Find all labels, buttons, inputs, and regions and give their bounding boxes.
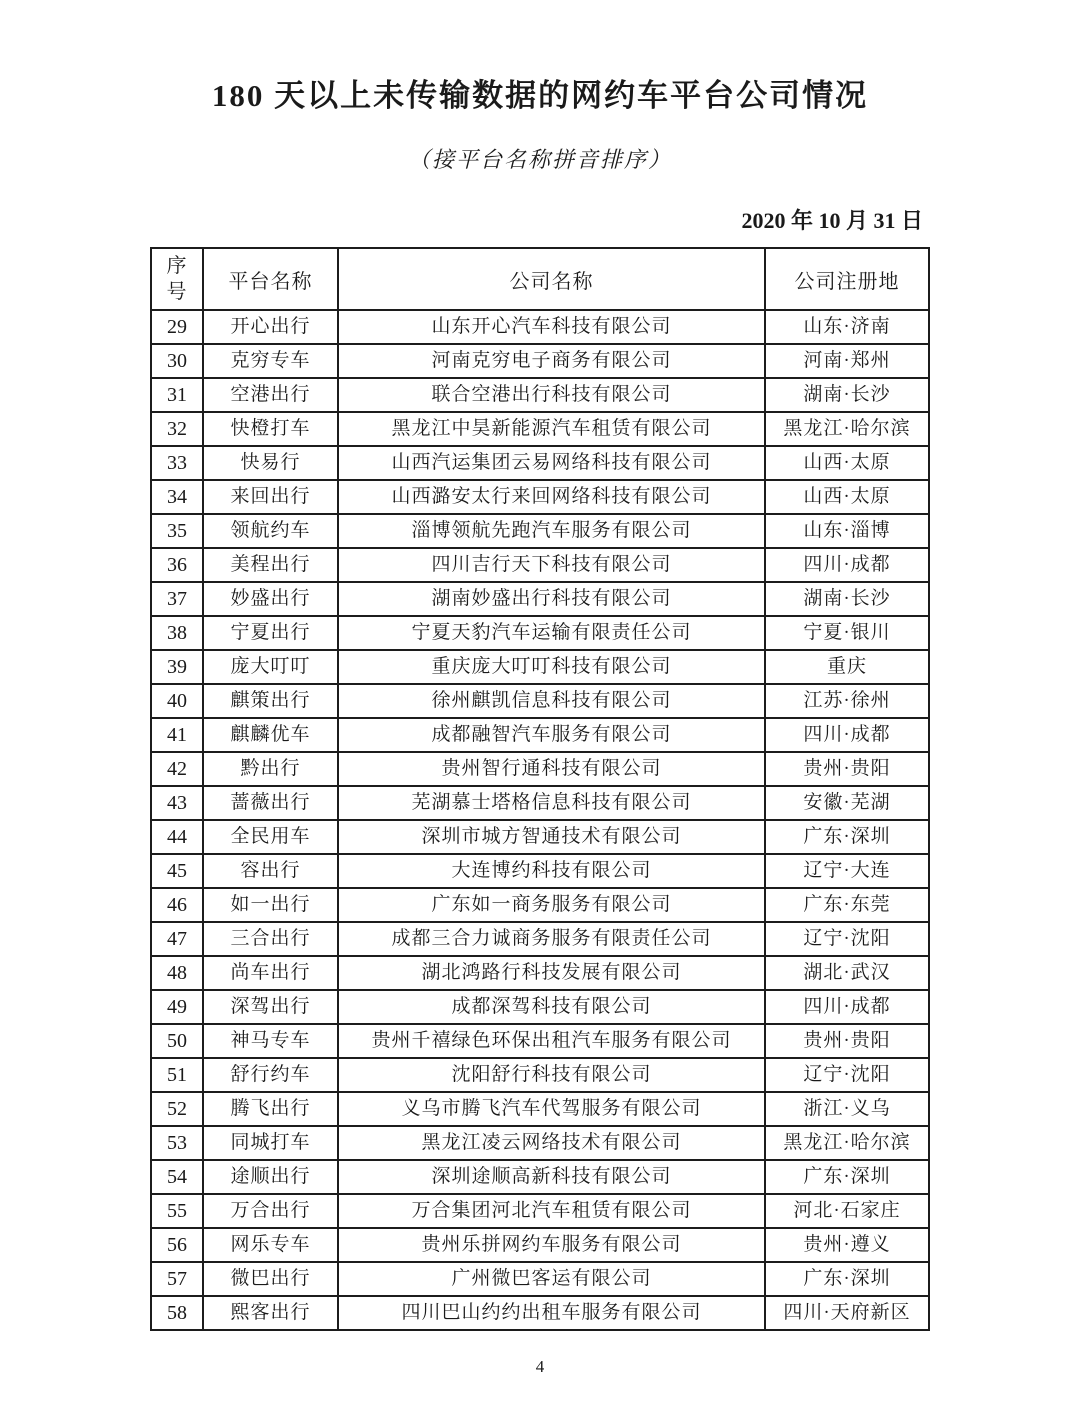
table-row bbox=[151, 1194, 929, 1228]
cell-serial-number: 36 bbox=[151, 548, 203, 582]
cell-registration-place: 河南·郑州 bbox=[765, 344, 929, 378]
cell-registration-place: 湖南·长沙 bbox=[765, 582, 929, 616]
cell-registration-place: 山东·济南 bbox=[765, 310, 929, 344]
table-row bbox=[151, 1228, 929, 1262]
cell-registration-place: 广东·深圳 bbox=[765, 1160, 929, 1194]
cell-platform-name: 麒麟优车 bbox=[203, 718, 338, 752]
table-row bbox=[151, 582, 929, 616]
table-row bbox=[151, 1262, 929, 1296]
page-title: 180 天以上未传输数据的网约车平台公司情况 bbox=[211, 78, 869, 113]
cell-platform-name: 网乐专车 bbox=[203, 1228, 338, 1262]
cell-platform-name: 美程出行 bbox=[203, 548, 338, 582]
table-row bbox=[151, 888, 929, 922]
table-row bbox=[151, 378, 929, 412]
cell-company-name: 湖南妙盛出行科技有限公司 bbox=[338, 582, 765, 616]
cell-registration-place: 贵州·贵阳 bbox=[765, 752, 929, 786]
cell-serial-number: 43 bbox=[151, 786, 203, 820]
table-row bbox=[151, 956, 929, 990]
cell-serial-number: 39 bbox=[151, 650, 203, 684]
cell-registration-place: 广东·深圳 bbox=[765, 1262, 929, 1296]
cell-platform-name: 开心出行 bbox=[203, 310, 338, 344]
table-row bbox=[151, 990, 929, 1024]
cell-platform-name: 熙客出行 bbox=[203, 1296, 338, 1330]
header-registration-place: 公司注册地 bbox=[765, 248, 929, 310]
cell-company-name: 芜湖慕士塔格信息科技有限公司 bbox=[338, 786, 765, 820]
cell-serial-number: 47 bbox=[151, 922, 203, 956]
cell-company-name: 四川巴山约约出租车服务有限公司 bbox=[338, 1296, 765, 1330]
cell-company-name: 河南克穷电子商务有限公司 bbox=[338, 344, 765, 378]
cell-registration-place: 广东·深圳 bbox=[765, 820, 929, 854]
cell-company-name: 山东开心汽车科技有限公司 bbox=[338, 310, 765, 344]
cell-serial-number: 57 bbox=[151, 1262, 203, 1296]
cell-registration-place: 广东·东莞 bbox=[765, 888, 929, 922]
cell-registration-place: 黑龙江·哈尔滨 bbox=[765, 412, 929, 446]
cell-company-name: 淄博领航先跑汽车服务有限公司 bbox=[338, 514, 765, 548]
cell-platform-name: 宁夏出行 bbox=[203, 616, 338, 650]
cell-serial-number: 51 bbox=[151, 1058, 203, 1092]
page-number: 4 bbox=[535, 1357, 545, 1376]
cell-platform-name: 蔷薇出行 bbox=[203, 786, 338, 820]
date-line: 2020 年 10 月 31 日 bbox=[741, 208, 923, 233]
cell-registration-place: 湖北·武汉 bbox=[765, 956, 929, 990]
table-row bbox=[151, 446, 929, 480]
cell-company-name: 贵州千禧绿色环保出租汽车服务有限公司 bbox=[338, 1024, 765, 1058]
cell-registration-place: 贵州·贵阳 bbox=[765, 1024, 929, 1058]
cell-company-name: 徐州麒凯信息科技有限公司 bbox=[338, 684, 765, 718]
table-header-row bbox=[151, 248, 929, 310]
page-subtitle: （接平台名称拼音排序） bbox=[407, 147, 672, 172]
header-serial-number: 序号 bbox=[151, 248, 203, 310]
cell-serial-number: 32 bbox=[151, 412, 203, 446]
cell-serial-number: 44 bbox=[151, 820, 203, 854]
cell-registration-place: 辽宁·沈阳 bbox=[765, 1058, 929, 1092]
table-row bbox=[151, 820, 929, 854]
cell-serial-number: 33 bbox=[151, 446, 203, 480]
cell-serial-number: 37 bbox=[151, 582, 203, 616]
cell-platform-name: 全民用车 bbox=[203, 820, 338, 854]
cell-registration-place: 安徽·芜湖 bbox=[765, 786, 929, 820]
cell-platform-name: 途顺出行 bbox=[203, 1160, 338, 1194]
cell-platform-name: 黔出行 bbox=[203, 752, 338, 786]
cell-serial-number: 38 bbox=[151, 616, 203, 650]
table-row bbox=[151, 718, 929, 752]
table-row bbox=[151, 684, 929, 718]
cell-company-name: 宁夏天豹汽车运输有限责任公司 bbox=[338, 616, 765, 650]
table-row bbox=[151, 650, 929, 684]
cell-serial-number: 31 bbox=[151, 378, 203, 412]
cell-company-name: 四川吉行天下科技有限公司 bbox=[338, 548, 765, 582]
cell-serial-number: 58 bbox=[151, 1296, 203, 1330]
cell-platform-name: 克穷专车 bbox=[203, 344, 338, 378]
cell-platform-name: 妙盛出行 bbox=[203, 582, 338, 616]
cell-registration-place: 山西·太原 bbox=[765, 446, 929, 480]
cell-company-name: 贵州智行通科技有限公司 bbox=[338, 752, 765, 786]
cell-serial-number: 30 bbox=[151, 344, 203, 378]
table-row bbox=[151, 752, 929, 786]
table-body bbox=[151, 310, 929, 1330]
cell-serial-number: 42 bbox=[151, 752, 203, 786]
cell-registration-place: 四川·成都 bbox=[765, 718, 929, 752]
table-row bbox=[151, 922, 929, 956]
cell-registration-place: 山西·太原 bbox=[765, 480, 929, 514]
table-row bbox=[151, 854, 929, 888]
cell-company-name: 万合集团河北汽车租赁有限公司 bbox=[338, 1194, 765, 1228]
cell-platform-name: 麒策出行 bbox=[203, 684, 338, 718]
cell-platform-name: 深驾出行 bbox=[203, 990, 338, 1024]
cell-company-name: 黑龙江中昊新能源汽车租赁有限公司 bbox=[338, 412, 765, 446]
cell-company-name: 广东如一商务服务有限公司 bbox=[338, 888, 765, 922]
cell-registration-place: 四川·成都 bbox=[765, 990, 929, 1024]
table-row bbox=[151, 514, 929, 548]
cell-serial-number: 46 bbox=[151, 888, 203, 922]
table-row bbox=[151, 1126, 929, 1160]
cell-company-name: 黑龙江凌云网络技术有限公司 bbox=[338, 1126, 765, 1160]
cell-platform-name: 腾飞出行 bbox=[203, 1092, 338, 1126]
table-row bbox=[151, 1160, 929, 1194]
cell-platform-name: 领航约车 bbox=[203, 514, 338, 548]
cell-company-name: 义乌市腾飞汽车代驾服务有限公司 bbox=[338, 1092, 765, 1126]
table-row bbox=[151, 1058, 929, 1092]
cell-platform-name: 快橙打车 bbox=[203, 412, 338, 446]
cell-serial-number: 41 bbox=[151, 718, 203, 752]
cell-registration-place: 河北·石家庄 bbox=[765, 1194, 929, 1228]
cell-registration-place: 浙江·义乌 bbox=[765, 1092, 929, 1126]
cell-serial-number: 49 bbox=[151, 990, 203, 1024]
companies-table bbox=[150, 247, 930, 1331]
cell-serial-number: 35 bbox=[151, 514, 203, 548]
cell-serial-number: 45 bbox=[151, 854, 203, 888]
cell-serial-number: 53 bbox=[151, 1126, 203, 1160]
cell-company-name: 联合空港出行科技有限公司 bbox=[338, 378, 765, 412]
cell-platform-name: 空港出行 bbox=[203, 378, 338, 412]
cell-serial-number: 29 bbox=[151, 310, 203, 344]
cell-platform-name: 尚车出行 bbox=[203, 956, 338, 990]
cell-registration-place: 四川·成都 bbox=[765, 548, 929, 582]
table-row bbox=[151, 548, 929, 582]
cell-registration-place: 贵州·遵义 bbox=[765, 1228, 929, 1262]
cell-platform-name: 来回出行 bbox=[203, 480, 338, 514]
table-row bbox=[151, 1296, 929, 1330]
cell-registration-place: 山东·淄博 bbox=[765, 514, 929, 548]
cell-registration-place: 四川·天府新区 bbox=[765, 1296, 929, 1330]
cell-platform-name: 舒行约车 bbox=[203, 1058, 338, 1092]
cell-serial-number: 54 bbox=[151, 1160, 203, 1194]
cell-platform-name: 神马专车 bbox=[203, 1024, 338, 1058]
cell-company-name: 成都融智汽车服务有限公司 bbox=[338, 718, 765, 752]
table-row bbox=[151, 786, 929, 820]
cell-company-name: 沈阳舒行科技有限公司 bbox=[338, 1058, 765, 1092]
cell-platform-name: 三合出行 bbox=[203, 922, 338, 956]
cell-registration-place: 重庆 bbox=[765, 650, 929, 684]
cell-platform-name: 如一出行 bbox=[203, 888, 338, 922]
cell-registration-place: 江苏·徐州 bbox=[765, 684, 929, 718]
cell-company-name: 重庆庞大叮叮科技有限公司 bbox=[338, 650, 765, 684]
cell-serial-number: 48 bbox=[151, 956, 203, 990]
cell-registration-place: 宁夏·银川 bbox=[765, 616, 929, 650]
table-row bbox=[151, 616, 929, 650]
cell-registration-place: 黑龙江·哈尔滨 bbox=[765, 1126, 929, 1160]
cell-registration-place: 辽宁·沈阳 bbox=[765, 922, 929, 956]
cell-serial-number: 55 bbox=[151, 1194, 203, 1228]
cell-company-name: 大连博约科技有限公司 bbox=[338, 854, 765, 888]
cell-company-name: 山西汽运集团云易网络科技有限公司 bbox=[338, 446, 765, 480]
cell-serial-number: 52 bbox=[151, 1092, 203, 1126]
cell-company-name: 成都三合力诚商务服务有限责任公司 bbox=[338, 922, 765, 956]
cell-company-name: 广州微巴客运有限公司 bbox=[338, 1262, 765, 1296]
cell-company-name: 深圳途顺高新科技有限公司 bbox=[338, 1160, 765, 1194]
table-row bbox=[151, 412, 929, 446]
cell-platform-name: 容出行 bbox=[203, 854, 338, 888]
cell-serial-number: 56 bbox=[151, 1228, 203, 1262]
cell-company-name: 贵州乐拼网约车服务有限公司 bbox=[338, 1228, 765, 1262]
cell-registration-place: 辽宁·大连 bbox=[765, 854, 929, 888]
cell-serial-number: 50 bbox=[151, 1024, 203, 1058]
table-row bbox=[151, 1092, 929, 1126]
cell-serial-number: 34 bbox=[151, 480, 203, 514]
cell-company-name: 湖北鸿路行科技发展有限公司 bbox=[338, 956, 765, 990]
cell-company-name: 成都深驾科技有限公司 bbox=[338, 990, 765, 1024]
cell-company-name: 山西潞安太行来回网络科技有限公司 bbox=[338, 480, 765, 514]
cell-platform-name: 快易行 bbox=[203, 446, 338, 480]
header-platform-name: 平台名称 bbox=[203, 248, 338, 310]
cell-platform-name: 微巴出行 bbox=[203, 1262, 338, 1296]
cell-platform-name: 庞大叮叮 bbox=[203, 650, 338, 684]
cell-company-name: 深圳市城方智通技术有限公司 bbox=[338, 820, 765, 854]
table-row bbox=[151, 1024, 929, 1058]
table-row bbox=[151, 310, 929, 344]
header-company-name: 公司名称 bbox=[338, 248, 765, 310]
table-row bbox=[151, 344, 929, 378]
cell-registration-place: 湖南·长沙 bbox=[765, 378, 929, 412]
cell-platform-name: 同城打车 bbox=[203, 1126, 338, 1160]
cell-platform-name: 万合出行 bbox=[203, 1194, 338, 1228]
cell-serial-number: 40 bbox=[151, 684, 203, 718]
table-row bbox=[151, 480, 929, 514]
